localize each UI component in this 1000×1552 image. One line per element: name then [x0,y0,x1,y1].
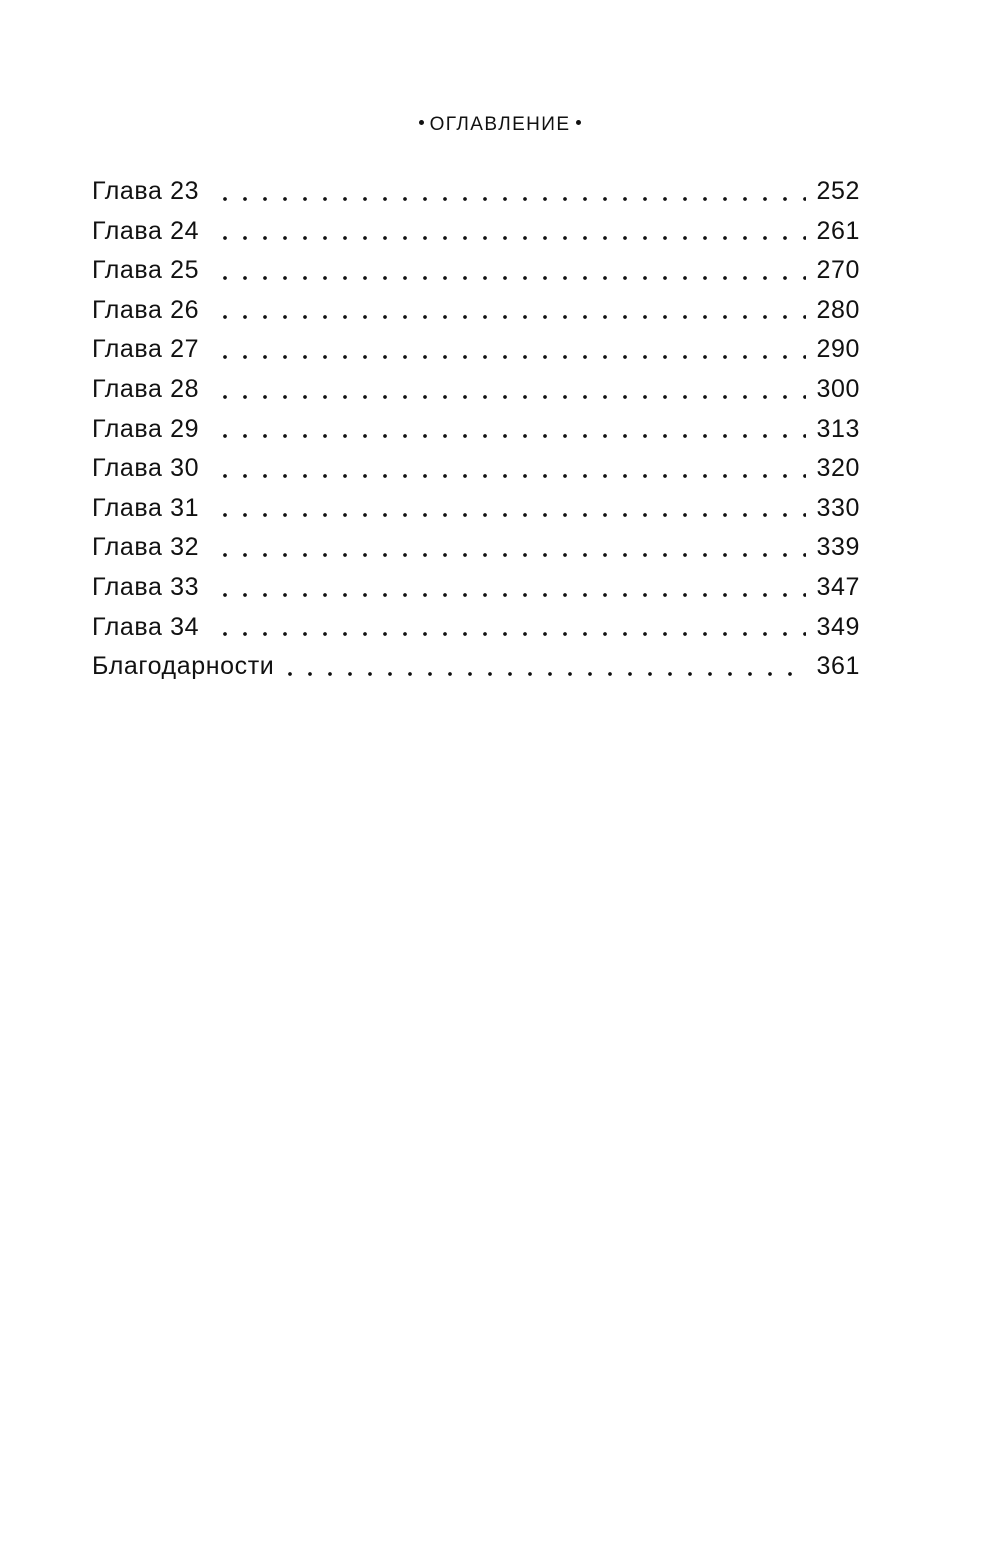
toc-entry-page: 349 [816,612,860,641]
toc-entry-page: 339 [816,533,860,562]
header-bullet-right [576,120,581,125]
dot-leader [215,449,806,489]
dot-leader [215,410,806,450]
dot-leader [215,251,806,291]
toc-entry-title: Глава 26 [92,295,200,324]
dot-leader [215,608,806,648]
dot-leader [215,568,806,608]
toc-entry[interactable] [92,489,860,529]
dot-leader [215,528,806,568]
toc-entry-page: 313 [816,414,860,443]
toc-entry-page: 280 [816,295,860,324]
toc-entry-title: Глава 28 [92,374,200,403]
toc-entry-page: 347 [816,572,860,601]
dot-leader [215,291,806,331]
toc-entry[interactable] [92,330,860,370]
toc-entry-title: Глава 30 [92,454,200,483]
toc-entry-title: Глава 31 [92,493,200,522]
toc-entry-page: 261 [816,216,860,245]
dot-leader [215,370,806,410]
toc-entry[interactable] [92,449,860,489]
toc-entry[interactable] [92,608,860,648]
page-header [0,113,1000,137]
toc-entry-page: 320 [816,454,860,483]
toc-entry-title: Глава 25 [92,256,200,285]
dot-leader [280,647,806,687]
toc-entry-title: Глава 24 [92,216,200,245]
toc-entry-title: Глава 34 [92,612,200,641]
dot-leader [215,489,806,529]
toc-entry[interactable] [92,410,860,450]
toc-entry-page: 361 [816,652,860,681]
toc-entry-title: Благодарности [92,652,275,681]
dot-leader [215,330,806,370]
toc-entry[interactable] [92,212,860,252]
toc-entry-page: 300 [816,374,860,403]
toc-entry-page: 270 [816,256,860,285]
toc-entry[interactable] [92,568,860,608]
dot-leader [215,212,806,252]
toc-entry-page: 330 [816,493,860,522]
toc-entry-title: Глава 29 [92,414,200,443]
toc-entry-title: Глава 27 [92,335,200,364]
toc-entry[interactable] [92,370,860,410]
toc-entry-page: 252 [816,177,860,205]
table-of-contents [92,172,860,687]
toc-entry-page: 290 [816,335,860,364]
toc-entry-title: Глава 32 [92,533,200,562]
toc-entry[interactable] [92,528,860,568]
toc-entry-title: Глава 23 [92,177,200,205]
toc-entry[interactable] [92,291,860,331]
toc-entry[interactable] [92,172,860,212]
toc-entry-title: Глава 33 [92,572,200,601]
toc-entry[interactable] [92,647,860,687]
dot-leader [215,172,806,212]
toc-entry[interactable] [92,251,860,291]
page-title: ОГЛАВЛЕНИЕ [429,114,571,135]
header-bullet-left [419,120,424,125]
